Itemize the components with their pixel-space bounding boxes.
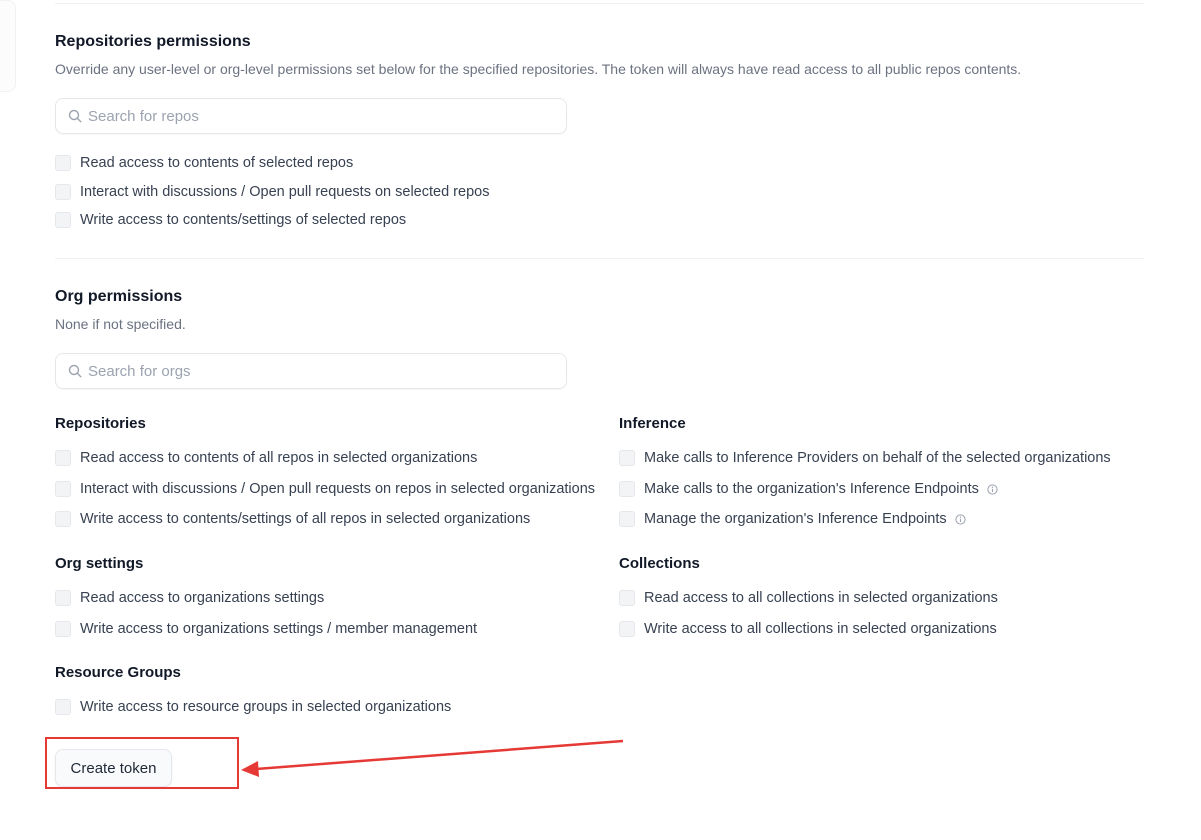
inference-endpoints-call-label: Make calls to the organization's Inference Endpoints <box>644 481 979 497</box>
repos-permissions-title: Repositories permissions <box>55 33 251 50</box>
repo-write-label: Write access to contents/settings of selected repos <box>80 212 407 228</box>
search-icon <box>68 109 82 123</box>
org-settings-read-checkbox[interactable] <box>55 590 71 606</box>
org-repo-write-option[interactable] <box>55 509 530 529</box>
repo-read-label: Read access to contents of selected repos <box>80 155 354 171</box>
collections-write-label: Write access to all collections in selected organizations <box>644 621 997 637</box>
org-permissions-description: None if not specified. <box>55 316 186 332</box>
info-icon[interactable] <box>955 514 966 525</box>
org-settings-read-label: Read access to organizations settings <box>80 590 325 606</box>
left-panel-edge <box>0 0 16 92</box>
collections-write-option[interactable] <box>619 619 997 639</box>
info-icon[interactable] <box>987 484 998 495</box>
resource-groups-write-checkbox[interactable] <box>55 699 71 715</box>
resource-groups-write-option[interactable] <box>55 697 451 717</box>
org-repo-read-option[interactable] <box>55 448 477 468</box>
org-repo-read-label: Read access to contents of all repos in selected organizations <box>80 450 478 466</box>
org-settings-write-label: Write access to organizations settings / member management <box>80 621 478 637</box>
resource-groups-write-label: Write access to resource groups in selected organizations <box>80 699 452 715</box>
repo-read-checkbox[interactable] <box>55 155 71 171</box>
org-repo-discussions-checkbox[interactable] <box>55 481 71 497</box>
inference-providers-option[interactable] <box>619 448 1111 468</box>
org-repo-discussions-label: Interact with discussions / Open pull requests on repos in selected organizations <box>80 481 596 497</box>
inference-endpoints-call-option[interactable] <box>619 479 998 499</box>
inference-endpoints-manage-checkbox[interactable] <box>619 511 635 527</box>
repo-search-input[interactable] <box>88 99 548 133</box>
top-divider <box>55 3 1144 4</box>
inference-providers-checkbox[interactable] <box>619 450 635 466</box>
org-repo-read-checkbox[interactable] <box>55 450 71 466</box>
org-settings-write-option[interactable] <box>55 619 477 639</box>
repo-search-box <box>55 98 567 134</box>
collections-title: Collections <box>619 555 700 572</box>
create-token-button[interactable]: Create token <box>55 749 172 787</box>
org-search-box <box>55 353 567 389</box>
collections-read-option[interactable] <box>619 588 998 608</box>
section-divider <box>55 258 1144 259</box>
org-repo-discussions-option[interactable] <box>55 479 595 499</box>
resource-groups-title: Resource Groups <box>55 664 181 681</box>
org-permissions-title: Org permissions <box>55 288 183 305</box>
repo-write-option[interactable] <box>55 210 406 230</box>
org-repositories-title: Repositories <box>55 415 146 432</box>
org-repo-write-label: Write access to contents/settings of all repos in selected organizations <box>80 511 531 527</box>
repo-discussions-checkbox[interactable] <box>55 184 71 200</box>
repo-discussions-option[interactable] <box>55 182 489 202</box>
org-settings-title: Org settings <box>55 555 144 572</box>
collections-write-checkbox[interactable] <box>619 621 635 637</box>
collections-read-checkbox[interactable] <box>619 590 635 606</box>
inference-endpoints-manage-label: Manage the organization's Inference Endpoints <box>644 511 947 527</box>
repo-read-option[interactable] <box>55 153 353 173</box>
repo-discussions-label: Interact with discussions / Open pull requests on selected repos <box>80 184 490 200</box>
repos-permissions-description: Override any user-level or org-level permissions set below for the specified repositories. The token will always have read access to all public repos contents. <box>55 61 1022 77</box>
inference-endpoints-manage-option[interactable] <box>619 509 966 529</box>
inference-providers-label: Make calls to Inference Providers on behalf of the selected organizations <box>644 450 1111 466</box>
inference-title: Inference <box>619 415 686 432</box>
org-repo-write-checkbox[interactable] <box>55 511 71 527</box>
search-icon <box>68 364 82 378</box>
org-settings-read-option[interactable] <box>55 588 324 608</box>
inference-endpoints-call-checkbox[interactable] <box>619 481 635 497</box>
org-settings-write-checkbox[interactable] <box>55 621 71 637</box>
org-search-input[interactable] <box>88 354 548 388</box>
collections-read-label: Read access to all collections in selected organizations <box>644 590 998 606</box>
repo-write-checkbox[interactable] <box>55 212 71 228</box>
